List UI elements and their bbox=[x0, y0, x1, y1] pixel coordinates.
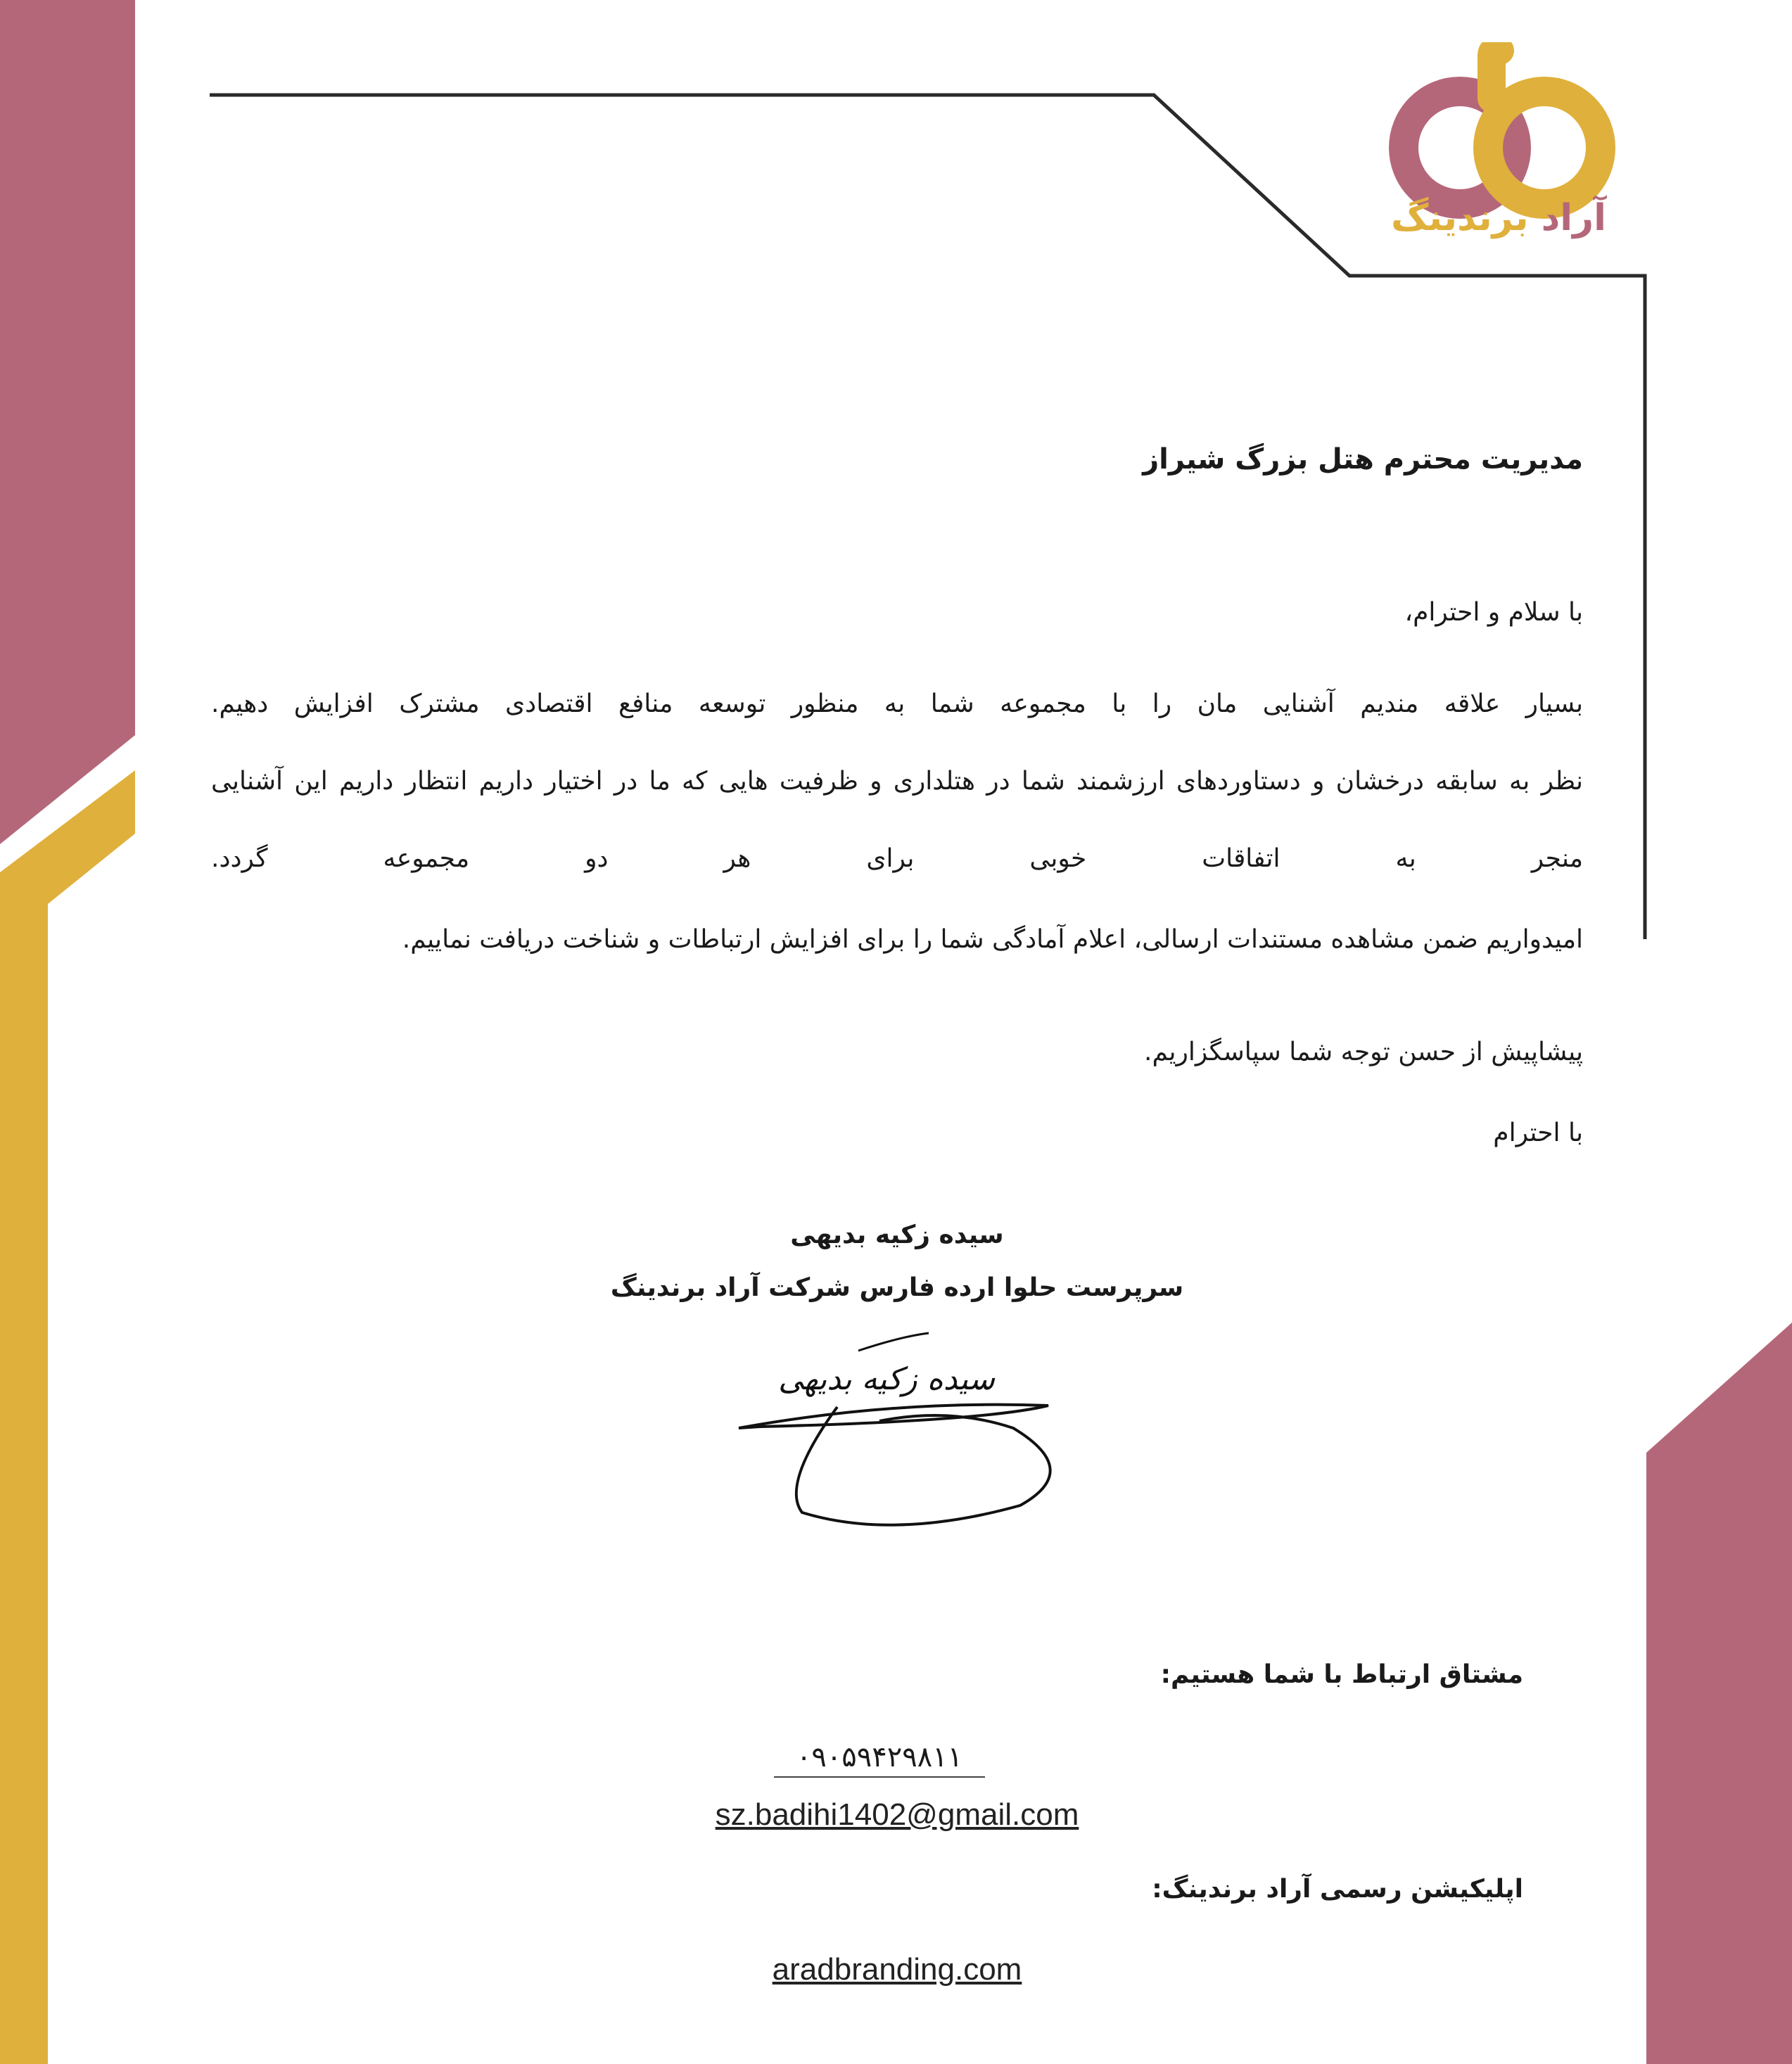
website-link[interactable]: aradbranding.com bbox=[772, 1952, 1022, 1987]
body-paragraph-3: منجر به اتفاقات خوبی برای هر دو مجموعه گردد. bbox=[211, 844, 1583, 873]
handwritten-signature bbox=[718, 1323, 1084, 1548]
email-link[interactable]: sz.badihi1402@gmail.com bbox=[715, 1797, 1079, 1832]
logo-gold-stem bbox=[1492, 50, 1500, 98]
body-paragraph-2: نظر به سابقه درخشان و دستاوردهای ارزشمند شما در هتلداری و ظرفیت هایی که ما در اختیار داریم انتظار داریم این آشنایی bbox=[211, 767, 1583, 796]
app-heading: اپلیکیشن رسمی آراد برندینگ: bbox=[1152, 1875, 1523, 1904]
thanks-line: پیشاپیش از حسن توجه شما سپاسگزاریم. bbox=[1144, 1038, 1583, 1066]
left-gold-band bbox=[0, 770, 135, 2064]
left-pink-band bbox=[0, 0, 135, 844]
contact-heading: مشتاق ارتباط با شما هستیم: bbox=[1160, 1660, 1523, 1689]
phone-number[interactable]: ۰۹۰۵۹۴۲۹۸۱۱ bbox=[774, 1741, 985, 1778]
logo-word-arad: آراد bbox=[1541, 197, 1606, 239]
recipient-title: مدیریت محترم هتل بزرگ شیراز bbox=[1143, 443, 1583, 476]
body-paragraph-4: امیدواریم ضمن مشاهده مستندات ارسالی، اعلام آمادگی شما را برای افزایش ارتباطات و شناخت دریافت نماییم. bbox=[402, 925, 1583, 954]
body-paragraph-1: بسیار علاقه مندیم آشنایی مان را با مجموعه شما به منظور توسعه منافع اقتصادی مشترک افزایش دهیم. bbox=[211, 689, 1583, 718]
signature-script: سیده زکیه بدیهی bbox=[778, 1361, 995, 1397]
right-pink-band bbox=[1646, 1323, 1792, 2064]
greeting: با سلام و احترام، bbox=[1404, 598, 1583, 627]
signatory-title: سرپرست حلوا ارده فارس شرکت آراد برندینگ bbox=[610, 1273, 1184, 1302]
closing-line: با احترام bbox=[1493, 1119, 1583, 1147]
logo-word-branding: برندینگ bbox=[1391, 197, 1529, 239]
signatory-name: سیده زکیه بدیهی bbox=[790, 1221, 1004, 1249]
brand-logo-text bbox=[1379, 197, 1618, 239]
